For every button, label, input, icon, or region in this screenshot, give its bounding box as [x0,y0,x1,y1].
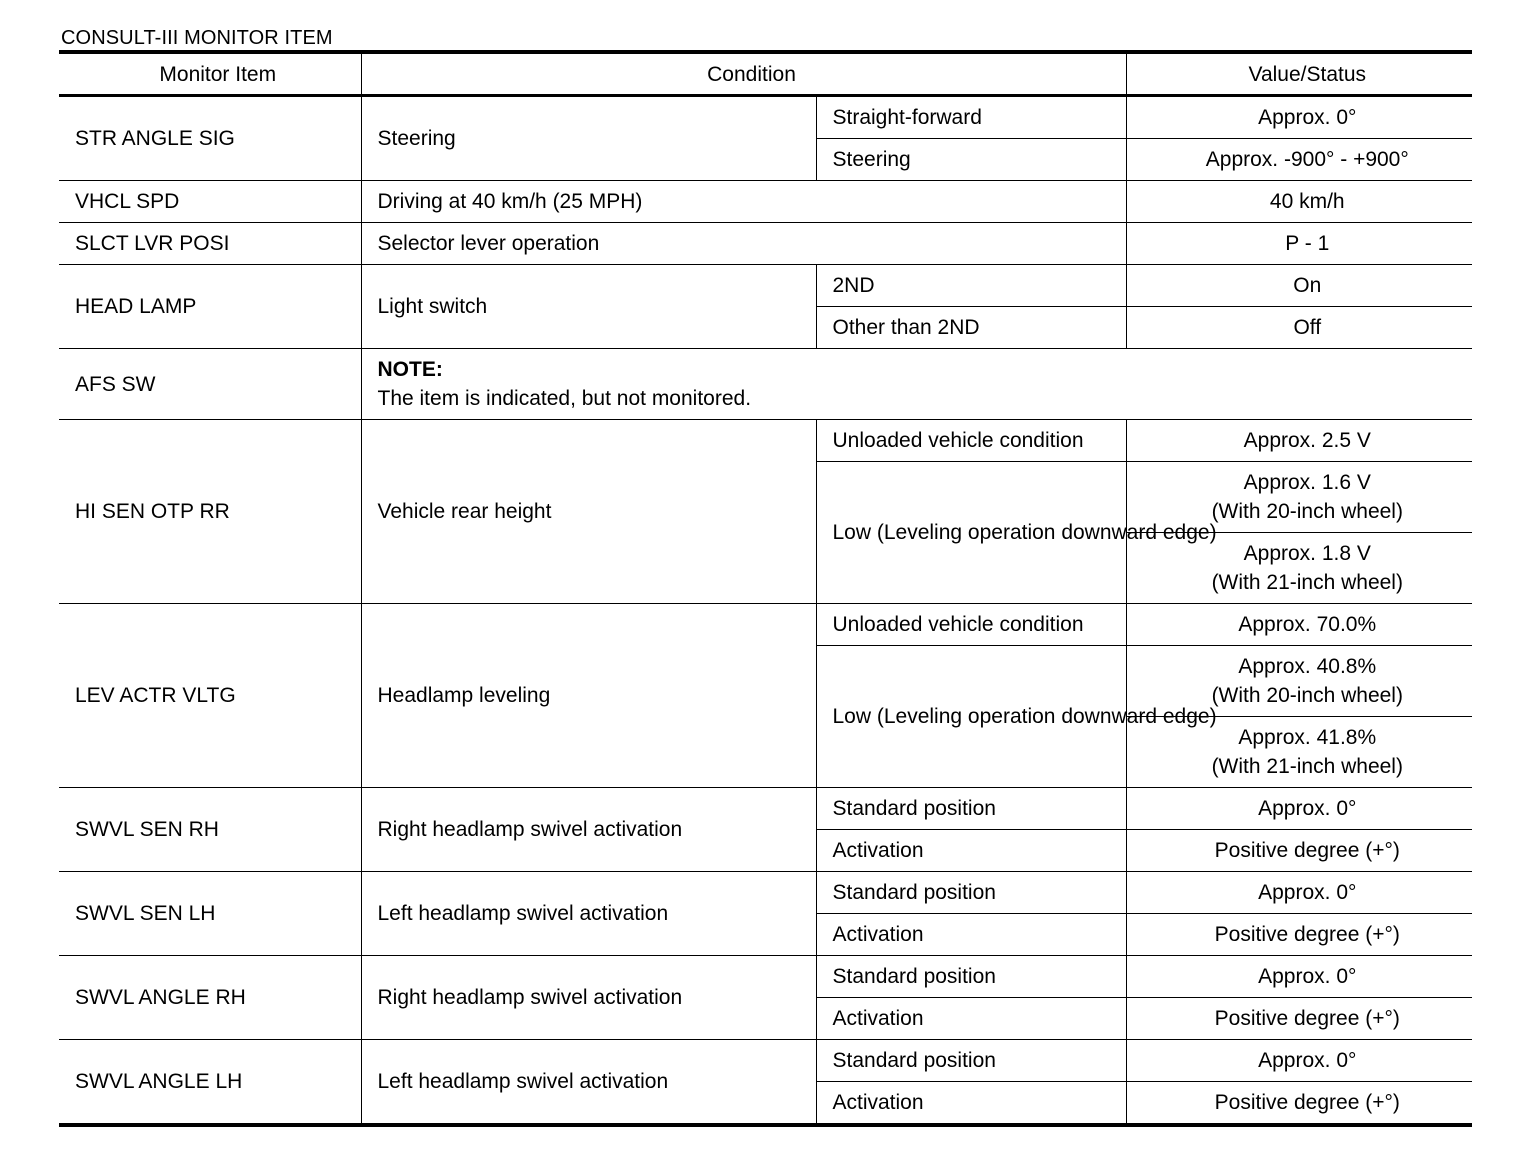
sub-condition-cell: Activation [816,830,1126,872]
monitor-item-cell: LEV ACTR VLTG [59,604,361,788]
value-cell: Positive degree (+°) [1126,914,1472,956]
monitor-item-cell: SWVL SEN RH [59,788,361,872]
sub-condition-cell: Straight-forward [816,96,1126,139]
sub-condition-cell: Standard position [816,956,1126,998]
table-row [59,420,1472,462]
monitor-item-cell: HI SEN OTP RR [59,420,361,604]
monitor-item-cell: VHCL SPD [59,181,361,223]
condition-cell: Right headlamp swivel activation [361,788,816,872]
value-line: Approx. 1.6 V [1243,471,1371,494]
value-cell: Approx. -900° - +900° [1126,139,1472,181]
condition-cell: Driving at 40 km/h (25 MPH) [361,181,1126,223]
value-cell: Approx. 0° [1126,956,1472,998]
sub-condition-cell: Unloaded vehicle condition [816,420,1126,462]
document-title: CONSULT-III MONITOR ITEM [61,27,333,49]
value-line: Approx. 40.8% [1238,655,1377,678]
condition-cell: Light switch [361,265,816,349]
value-cell: Positive degree (+°) [1126,998,1472,1040]
condition-cell: Right headlamp swivel activation [361,956,816,1040]
note-label: NOTE: [377,358,443,381]
monitor-item-table [59,50,1472,1127]
value-note: (With 20-inch wheel) [1211,684,1403,707]
value-cell: Positive degree (+°) [1126,1082,1472,1126]
condition-cell: Selector lever operation [361,223,1126,265]
condition-cell: Headlamp leveling [361,604,816,788]
table-row [59,872,1472,914]
value-note: (With 21-inch wheel) [1211,755,1403,778]
header-value-status: Value/Status [1126,52,1472,96]
value-line: Approx. 41.8% [1238,726,1377,749]
sub-condition-cell: Standard position [816,872,1126,914]
sub-condition-cell: 2ND [816,265,1126,307]
value-note: (With 20-inch wheel) [1211,500,1403,523]
value-note: (With 21-inch wheel) [1211,571,1403,594]
note-text: The item is indicated, but not monitored. [377,387,752,410]
monitor-item-cell: STR ANGLE SIG [59,96,361,181]
monitor-item-cell: SWVL SEN LH [59,872,361,956]
sub-condition-cell: Standard position [816,1040,1126,1082]
table-row [59,223,1472,265]
note-cell [361,349,1472,420]
sub-condition-cell: Activation [816,1082,1126,1126]
table-header-row [59,52,1472,96]
sub-condition-cell: Activation [816,998,1126,1040]
condition-cell: Left headlamp swivel activation [361,1040,816,1126]
sub-condition-cell: Unloaded vehicle condition [816,604,1126,646]
sub-condition-cell: Standard position [816,788,1126,830]
condition-cell: Left headlamp swivel activation [361,872,816,956]
sub-condition-cell: Low (Leveling operation downward edge) [816,462,1126,604]
table-row [59,1040,1472,1082]
table-row [59,96,1472,139]
value-cell: Approx. 70.0% [1126,604,1472,646]
value-cell: On [1126,265,1472,307]
sub-condition-cell: Steering [816,139,1126,181]
header-monitor-item: Monitor Item [59,52,361,96]
monitor-item-cell: SWVL ANGLE LH [59,1040,361,1126]
monitor-item-cell: AFS SW [59,349,361,420]
sub-condition-cell: Low (Leveling operation downward edge) [816,646,1126,788]
monitor-item-cell: HEAD LAMP [59,265,361,349]
value-cell: Approx. 0° [1126,788,1472,830]
table-row [59,788,1472,830]
monitor-item-cell: SLCT LVR POSI [59,223,361,265]
value-cell: Positive degree (+°) [1126,830,1472,872]
monitor-item-cell: SWVL ANGLE RH [59,956,361,1040]
value-cell: Approx. 0° [1126,872,1472,914]
table-row [59,604,1472,646]
value-cell: Approx. 0° [1126,1040,1472,1082]
value-line: Approx. 1.8 V [1243,542,1371,565]
value-cell: Approx. 0° [1126,96,1472,139]
sub-condition-cell: Other than 2ND [816,307,1126,349]
value-cell: P - 1 [1126,223,1472,265]
condition-cell: Vehicle rear height [361,420,816,604]
value-cell: 40 km/h [1126,181,1472,223]
value-cell: Approx. 2.5 V [1126,420,1472,462]
condition-cell: Steering [361,96,816,181]
table-row [59,956,1472,998]
sub-condition-cell: Activation [816,914,1126,956]
header-condition: Condition [361,52,1126,96]
value-cell: Off [1126,307,1472,349]
table-row [59,181,1472,223]
table-row [59,265,1472,307]
table-row [59,349,1472,420]
